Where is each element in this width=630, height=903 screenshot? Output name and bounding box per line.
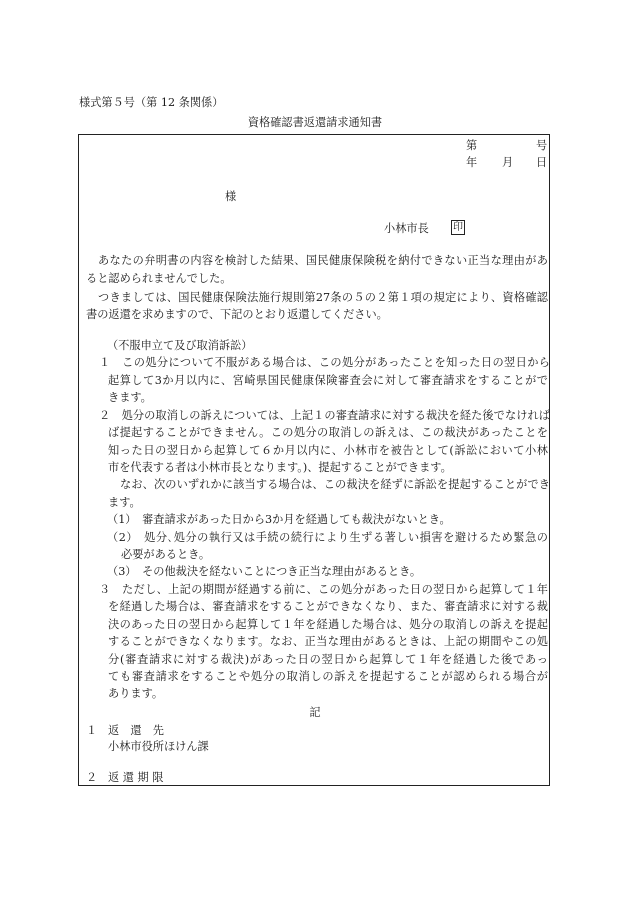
body-line: ると認められませんでした。 <box>86 272 232 285</box>
appeal-line: ば提起することができません。この処分の取消しの訴えは、この裁決があったことを <box>108 426 548 439</box>
form-number: 様式第５号（第 12 条関係） <box>79 96 224 109</box>
appeal-line: きます。 <box>108 391 152 404</box>
appeal-line: することができなくなります。なお、正当な理由があるときは、上記の期間やこの処 <box>108 635 548 648</box>
appeal-line: 市を代表する者は小林市長となります。)、提起することができます。 <box>108 461 452 474</box>
seal-mark: 印 <box>451 220 465 235</box>
appeal-line: ２ 処分の取消しの訴えについては、上記１の審査請求に対する裁決を経た後でなければ <box>99 409 550 422</box>
body-line: 書の返還を求めますので、下記のとおり返還してください。 <box>86 308 388 321</box>
date-month-label: 月 <box>502 156 514 169</box>
body-line: あなたの弁明書の内容を検討した結果、国民健康保険税を納付できない正当な理由があ <box>98 254 548 267</box>
appeal-line: を経過した場合は、審査請求をすることができなくなり、また、審査請求に対する裁 <box>108 600 548 613</box>
item-label: 返 還 先 <box>108 724 164 737</box>
appeal-line: （2） 処分､処分の執行又は手続の続行により生ずる著しい損害を避けるため緊急の <box>107 531 548 544</box>
item-value: 小林市役所ほけん課 <box>108 740 209 753</box>
item-label: 返 還 期 限 <box>108 771 164 784</box>
note-mark: 記 <box>309 706 321 719</box>
date-day-label: 日 <box>536 156 548 169</box>
appeal-line: なお、次のいずれかに該当する場合は、この裁決を経ずに訴訟を提起することができ <box>120 478 550 491</box>
appeal-line: ても審査請求をすることや処分の取消しの訴えを提起することが認められる場合が <box>108 670 548 683</box>
appeal-line: （3） その他裁決を経ないことにつき正当な理由があるとき。 <box>107 565 422 578</box>
issuer-name: 小林市長 <box>384 222 429 235</box>
appeal-line: ３ ただし、上記の期間が経過する前に、この処分があった日の翌日から起算して１年 <box>99 583 548 596</box>
document-title: 資格確認書返還請求通知書 <box>247 116 383 129</box>
document-number-label: 第 <box>466 139 478 152</box>
appeal-line: 必要があるとき。 <box>121 548 211 561</box>
item-number: ２ <box>86 771 98 784</box>
body-line: つきましては、国民健康保険法施行規則第27条の５の２第１項の規定により、資格確認 <box>98 291 548 304</box>
appeal-line: １ この処分について不服がある場合は、この処分があったことを知った日の翌日から <box>99 356 550 369</box>
date-year-label: 年 <box>466 156 478 169</box>
appeal-line: 決のあった日の翌日から起算して１年を経過した場合は、処分の取消しの訴えを提起 <box>108 618 548 631</box>
appeal-heading: （不服申立て及び取消訴訟） <box>107 339 253 352</box>
appeal-line: 分(審査請求に対する裁決)があった日の翌日から起算して１年を経過した後であっ <box>108 653 548 666</box>
document-number-suffix: 号 <box>536 139 548 152</box>
appeal-line: ます。 <box>108 496 141 509</box>
item-number: １ <box>86 724 98 737</box>
appeal-line: （1） 審査請求があった日から3か月を経過しても裁決がないとき。 <box>107 513 451 526</box>
appeal-line: 起算して3か月以内に、宮崎県国民健康保険審査会に対して審査請求をすることがで <box>108 374 548 387</box>
addressee-honorific: 様 <box>225 190 237 203</box>
appeal-line: 知った日の翌日から起算して６か月以内に、小林市を被告として(訴訟において小林 <box>108 444 548 457</box>
appeal-line: あります。 <box>108 687 164 700</box>
